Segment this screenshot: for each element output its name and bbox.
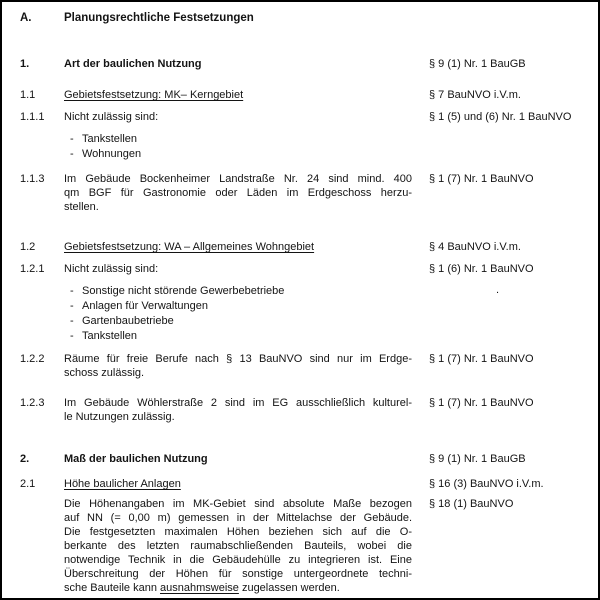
section-1-2-1-legal-ref: § 1 (6) Nr. 1 BauNVO xyxy=(429,263,534,275)
paragraph-line: Im Gebäude Bockenheimer Landstraße Nr. 24 sind mind. 400 xyxy=(64,173,412,185)
list-item-label: Gartenbaubetriebe xyxy=(82,315,174,327)
document-header xyxy=(20,11,598,26)
section-1-1-1 xyxy=(20,110,598,162)
section-1-2-2-paragraph xyxy=(64,352,412,380)
section-1-2-1-list xyxy=(64,284,412,344)
section-2-1-title: Höhe baulicher Anlagen xyxy=(64,478,181,490)
section-1-2-1-text: Nicht zulässig sind: xyxy=(64,263,159,275)
section-1-1-3-paragraph xyxy=(64,172,412,214)
paragraph-line: Im Gebäude Wöhlerstraße 2 sind im EG ausschließlich kulturel- xyxy=(64,397,412,409)
section-1-2-3-paragraph xyxy=(64,396,412,424)
paragraph-line: berkante des letzten raumabschließenden Bauteils, wobei die xyxy=(64,540,412,552)
paragraph-line: Überschreitung der Höhen für sonstige untergeordnete techni- xyxy=(64,568,412,580)
paragraph-line: notwendige Technik in die Gebäudehülle zu integrieren ist. Eine xyxy=(64,554,412,566)
section-1-2-1 xyxy=(20,262,598,344)
section-1 xyxy=(20,57,598,71)
paragraph-line: Die Höhenangaben im MK-Gebiet sind absolute Maße bezogen xyxy=(64,498,412,510)
section-2-legal-ref: § 9 (1) Nr. 1 BauGB xyxy=(429,453,526,465)
section-1-1-3-legal-ref: § 1 (7) Nr. 1 BauNVO xyxy=(429,173,534,185)
section-2-1 xyxy=(20,477,598,491)
section-2-1-paragraph xyxy=(64,497,412,595)
paragraph-line: qm BGF für Gastronomie oder Läden im Erdgeschoss herzu- xyxy=(64,187,412,199)
list-item-label: Tankstellen xyxy=(82,330,138,342)
dash-bullet: - xyxy=(70,330,74,342)
section-2 xyxy=(20,452,598,466)
section-2-1-number: 2.1 xyxy=(20,478,36,490)
section-1-2-number: 1.2 xyxy=(20,241,36,253)
list-item-label: Tankstellen xyxy=(82,133,138,145)
section-1-2-3-legal-ref: § 1 (7) Nr. 1 BauNVO xyxy=(429,397,534,409)
section-1-1-1-list xyxy=(64,132,412,162)
section-1-2 xyxy=(20,240,598,254)
dash-bullet: - xyxy=(70,285,74,297)
list-item-label: Anlagen für Verwaltungen xyxy=(82,300,208,312)
section-1-2-title: Gebietsfestsetzung: WA – Allgemeines Wohngebiet xyxy=(64,241,315,253)
dash-bullet: - xyxy=(70,148,74,160)
paragraph-line: le Nutzungen zulässig. xyxy=(64,411,175,423)
section-1-2-1-number: 1.2.1 xyxy=(20,263,45,275)
list-item xyxy=(64,299,412,314)
list-item xyxy=(64,147,412,162)
section-2-1-legal-ref-2: § 18 (1) BauNVO xyxy=(429,498,514,510)
list-item-label: Sonstige nicht störende Gewerbebetriebe xyxy=(82,285,285,297)
section-2-1-legal-ref: § 16 (3) BauNVO i.V.m. xyxy=(429,478,544,490)
paragraph-line xyxy=(64,581,412,595)
section-2-1-body xyxy=(20,497,598,595)
paragraph-line: auf NN (= 0,00 m) gemessen in der Mittelachse der Gebäude. xyxy=(64,512,412,524)
section-2-title: Maß der baulichen Nutzung xyxy=(64,453,208,465)
section-1-2-3-number: 1.2.3 xyxy=(20,397,45,409)
list-item xyxy=(64,314,412,329)
section-1-2-legal-ref: § 4 BauNVO i.V.m. xyxy=(429,241,521,253)
paragraph-line: Räume für freie Berufe nach § 13 BauNVO sind nur im Erdge- xyxy=(64,353,412,365)
section-2-number: 2. xyxy=(20,453,30,465)
dash-bullet: - xyxy=(70,133,74,145)
section-1-1-1-legal-ref: § 1 (5) und (6) Nr. 1 BauNVO xyxy=(429,111,572,123)
section-1-1-legal-ref: § 7 BauNVO i.V.m. xyxy=(429,89,521,101)
paragraph-line: stellen. xyxy=(64,201,99,213)
page-title: Planungsrechtliche Festsetzungen xyxy=(64,12,254,24)
paragraph-line: schoss zulässig. xyxy=(64,367,145,379)
tail-post: zugelassen werden. xyxy=(238,582,340,594)
section-1-1-1-number: 1.1.1 xyxy=(20,111,45,123)
section-1-2-2 xyxy=(20,352,598,380)
dash-bullet: - xyxy=(70,315,74,327)
section-1-1-number: 1.1 xyxy=(20,89,36,101)
section-1-2-2-number: 1.2.2 xyxy=(20,353,45,365)
tail-underlined-word: ausnahmsweise xyxy=(160,582,239,594)
dash-bullet: - xyxy=(70,300,74,312)
paragraph-line: Die festgesetzten maximalen Höhen beziehen sich auf die O- xyxy=(64,526,412,538)
section-1-1 xyxy=(20,88,598,102)
list-item xyxy=(64,132,412,147)
section-1-1-1-text: Nicht zulässig sind: xyxy=(64,111,159,123)
scan-artifact-dot: . xyxy=(496,284,500,296)
list-item-label: Wohnungen xyxy=(82,148,142,160)
section-1-legal-ref: § 9 (1) Nr. 1 BauGB xyxy=(429,58,526,70)
section-1-2-3 xyxy=(20,396,598,424)
list-item xyxy=(64,329,412,344)
header-letter: A. xyxy=(20,12,32,24)
list-item xyxy=(64,284,412,299)
section-1-1-title: Gebietsfestsetzung: MK– Kerngebiet xyxy=(64,89,244,101)
section-1-title: Art der baulichen Nutzung xyxy=(64,58,202,70)
section-1-1-3 xyxy=(20,172,598,214)
section-1-number: 1. xyxy=(20,58,30,70)
section-1-2-2-legal-ref: § 1 (7) Nr. 1 BauNVO xyxy=(429,353,534,365)
tail-pre: sche Bauteile kann xyxy=(64,582,161,594)
section-1-1-3-number: 1.1.3 xyxy=(20,173,45,185)
